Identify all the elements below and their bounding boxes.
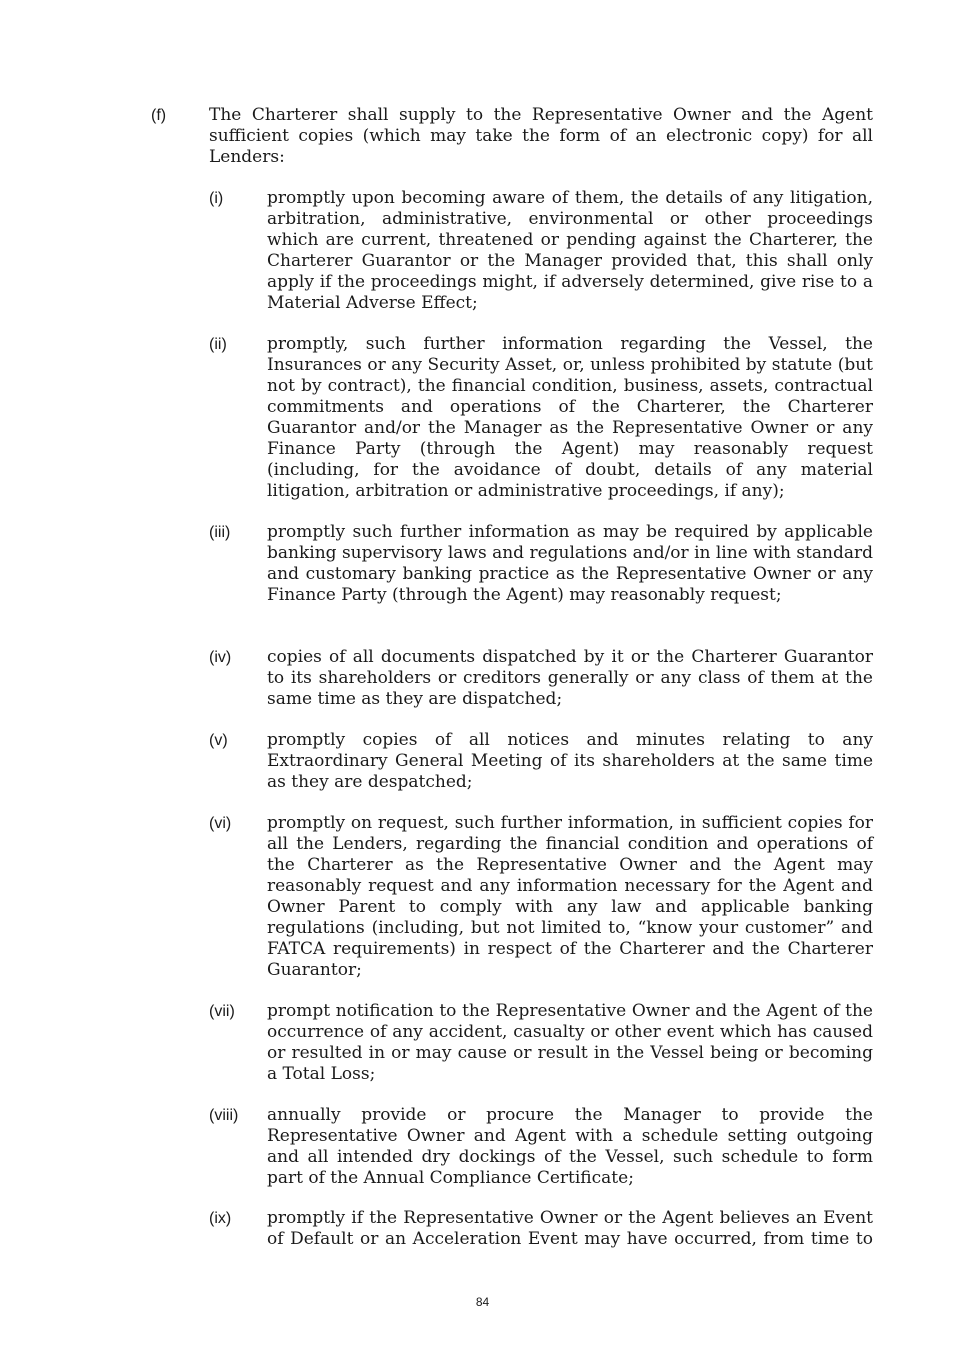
item-label-v: (v): [209, 732, 228, 749]
page-number: 84: [475, 1295, 490, 1309]
item-label-iii: (iii): [209, 524, 231, 541]
clause-f-text: The Charterer shall supply to the Representative Owner and the Agent sufficient copies (which may take the form of an electronic copy) for all Lenders:: [209, 105, 873, 167]
item-label-viii: (viii): [209, 1107, 239, 1124]
item-text-i: promptly upon becoming aware of them, the details of any litigation, arbitration, administrative, environmental or other proceedings which are current, threatened or pending against the Charterer, the Charterer Guarantor or the Manager provided that, this shall only apply if the proceedings might, if adversely determined, give rise to a Material Adverse Effect;: [267, 188, 873, 313]
item-text-vi: promptly on request, such further information, in sufficient copies for all the Lenders, regarding the financial condition and operations of the Charterer as the Representative Owner and the Agent may reasonably request and any information necessary for the Agent and Owner Parent to comply with any law and applicable banking regulations (including, but not limited to, “know your customer” and FATCA requirements) in respect of the Charterer and the Charterer Guarantor;: [267, 813, 873, 980]
item-label-iv: (iv): [209, 649, 232, 666]
item-text-ii: promptly, such further information regarding the Vessel, the Insurances or any Security Asset, or, unless prohibited by statute (but not by contract), the financial condition, business, assets, contractual commitments and operations of the Charterer, the Charterer Guarantor and/or the Manager as the Representative Owner or any Finance Party (through the Agent) may reasonably request (including, for the avoidance of doubt, details of any material litigation, arbitration or administrative proceedings, if any);: [267, 334, 873, 501]
item-text-v: promptly copies of all notices and minutes relating to any Extraordinary General Meeting of its shareholders at the same time as they are despatched;: [267, 730, 873, 792]
item-label-ii: (ii): [209, 336, 227, 353]
item-text-vii: prompt notification to the Representative Owner and the Agent of the occurrence of any accident, casualty or other event which has caused or resulted in or may cause or result in the Vessel being or becoming a Total Loss;: [267, 1001, 873, 1084]
clause-f-label: (f): [151, 107, 167, 124]
item-text-iv: copies of all documents dispatched by it or the Charterer Guarantor to its shareholders or creditors generally or any class of them at the same time as they are dispatched;: [267, 647, 873, 709]
item-label-ix: (ix): [209, 1210, 232, 1227]
item-text-iii: promptly such further information as may be required by applicable banking supervisory laws and regulations and/or in line with standard and customary banking practice as the Representative Owner or any Finance Party (through the Agent) may reasonably request;: [267, 522, 873, 605]
item-text-ix: promptly if the Representative Owner or the Agent believes an Event of Default or an Acceleration Event may have occurred, from time to: [267, 1208, 873, 1249]
item-label-vi: (vi): [209, 815, 232, 832]
item-label-vii: (vii): [209, 1003, 235, 1020]
item-label-i: (i): [209, 190, 224, 207]
item-text-viii: annually provide or procure the Manager to provide the Representative Owner and Agent with a schedule setting outgoing and all intended dry dockings of the Vessel, such schedule to form part of the Annual Compliance Certificate;: [267, 1105, 873, 1188]
